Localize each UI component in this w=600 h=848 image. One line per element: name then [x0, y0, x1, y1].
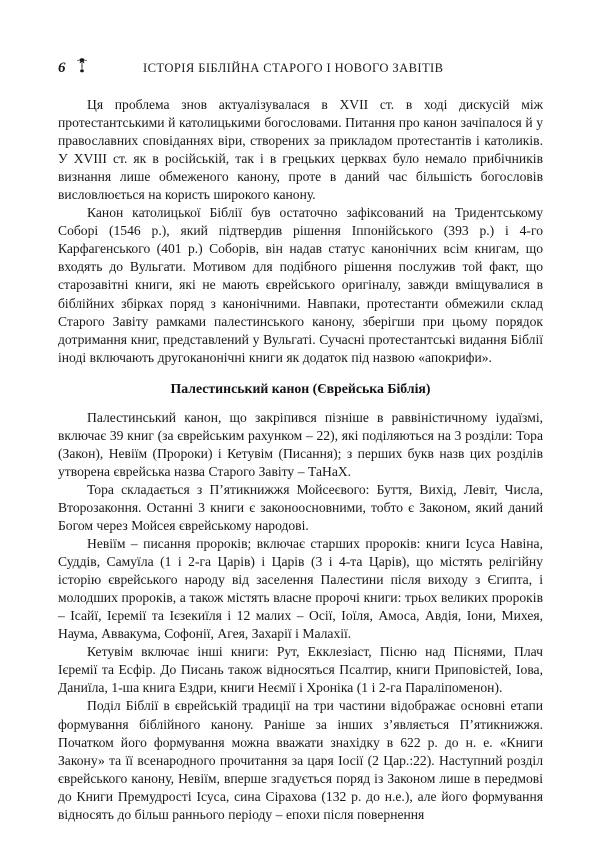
- paragraph: Тора складається з П’ятикнижжя Мойсеєвого: Буття, Вихід, Левіт, Числа, Второзаконня. Останні 3 книги є законоосновними, тобто є Законом, який даний Богом через Мойсея єврейському народові.: [58, 481, 543, 533]
- paragraph: Канон католицької Біблії був остаточно зафіксований на Тридентському Соборі (1546 р.), який підтвердив рішення Іппонійського (393 р.) і 4-го Карфагенського (401 р.) Соборів, він надав статус канонічних всім книгам, що входять до Вульгати. Мотивом для подібного рішення послужив той факт, що старозавітні книги, які не мають єврейського оригіналу, завжди вміщувалися в біблійних збірках поряд з канонічними. Навпаки, протестанти обмежили склад Старого Завіту рамками палестинського канону, зберігши при цьому порядок дотримання книг, представлений у Вульгаті. Сучасні протестантські видання Біблії іноді включають другоканонічні книги як додаток під назвою «апокрифи».: [58, 205, 543, 365]
- running-head-title: ІСТОРІЯ БІБЛІЙНА СТАРОГО І НОВОГО ЗАВІТІВ: [143, 61, 444, 75]
- paragraph: Невіїм – писання пророків; включає старших пророків: книги Ісуса Навіна, Суддів, Самуїла (1 і 2-га Царів) і Царів (3 і 4-та Царів), що містять релігійну історію єврейського народу від заселення Палестини після виходу з Єгипта, і молодших пророків, а також містять власне пророчі книги: трьох великих пророків – Ісайї, Ієремії та Ієзекиїля і 12 малих – Осії, Іоїля, Амоса, Авдія, Іони, Михея, Наума, Аввакума, Софонії, Агея, Захарії і Малахії.: [58, 536, 543, 642]
- paragraph: Ця проблема знов актуалізувалася в XVII ст. в ході дискусій між протестантськими й католицькими богословами. Питання про канон зачіпалося й у православних сповіданнях віри, створених за прикладом протестантів і католиків. У XVIII ст. як в російській, так і в грецьких церквах було немало прибічників визнання лише обмеженого канону, проте в даний час більшість богословів висловлюється на користь широкого канону.: [58, 97, 543, 203]
- paragraph: Поділ Біблії в єврейській традиції на три частини відображає основні етапи формування біблійного канону. Раніше за інших з’являється П’ятикнижжя. Початком його формування можна вважати знахідку в 622 р. до н. е. «Книги Закону» та її всенародного прочитання за царя Іосії (2 Цар.:22). Наступний розділ єврейського канону, Невіїм, вперше згадується поряд із Законом лише в передмові до Книги Премудрості Ісуса, сина Сірахова (132 р. до н.е.), але його формування відносять до більш раннього періоду – епохи після повернення: [58, 698, 543, 822]
- paragraph: Кетувім включає інші книги: Рут, Екклезіаст, Пісню над Піснями, Плач Ієремії та Есфір. До Писань також відносяться Псалтир, книги Приповістей, Іова, Даниїла, 1-ша книга Ездри, книги Неємії і Хроніка (1 і 2-га Параліпоменон).: [58, 644, 543, 696]
- running-head: [58, 56, 542, 78]
- fleuron-ornament-icon: [75, 57, 89, 73]
- body-text-block: [58, 96, 543, 824]
- paragraph: Палестинський канон, що закріпився пізніше в раввіністичному іудаїзмі, включає 39 книг (за єврейським рахунком – 22), які поділяються на 3 розділи: Тора (Закон), Невіїм (Пророки) і Кетувім (Писання); з перших букв назв цих розділів утворена єврейська назва Старого Завіту – ТаНаХ.: [58, 409, 543, 479]
- section-heading: Палестинський канон (Єврейська Біблія): [170, 380, 431, 396]
- page-number: 6: [58, 60, 66, 76]
